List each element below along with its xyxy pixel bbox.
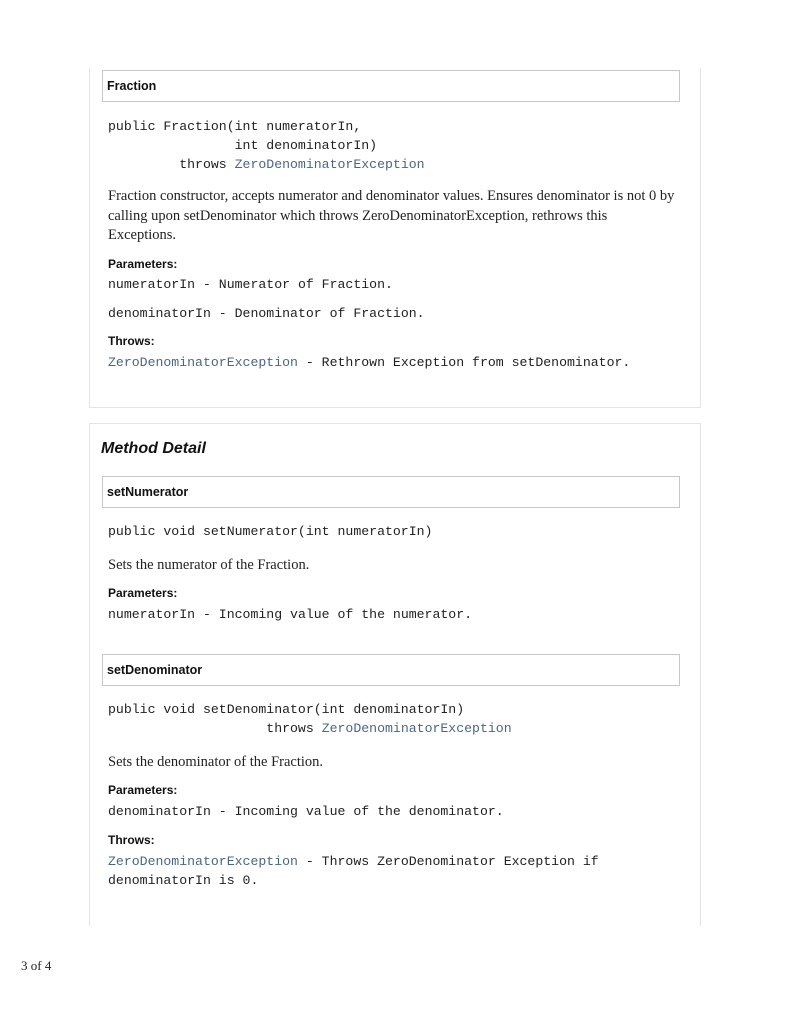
method-detail-title: Method Detail <box>101 440 206 457</box>
param-desc: - Numerator of Fraction. <box>195 277 393 292</box>
page-number: 3 of 4 <box>21 958 52 973</box>
param-name: denominatorIn <box>108 804 211 819</box>
param-name: numeratorIn <box>108 607 196 622</box>
param-numerator <box>108 275 393 294</box>
parameters-label: Parameters: <box>108 586 178 600</box>
set-numerator-param <box>108 605 472 624</box>
set-numerator-description: Sets the numerator of the Fraction. <box>108 557 310 573</box>
throws-desc: - Throws ZeroDenominator Exception if <box>297 854 599 869</box>
signature-line-2: int denominatorIn) <box>108 138 378 153</box>
constructor-signature <box>108 117 425 174</box>
param-denominator <box>108 304 425 323</box>
parameters-label: Parameters: <box>108 257 178 271</box>
throws-desc-continued: denominatorIn is 0. <box>108 873 259 888</box>
param-desc: - Denominator of Fraction. <box>210 306 425 321</box>
set-numerator-header: setNumerator <box>102 476 680 508</box>
throws-desc: - Rethrown Exception from setDenominator. <box>297 355 631 370</box>
set-denominator-throws <box>108 852 599 890</box>
signature-line-1: public void setDenominator(int denominatorIn) <box>108 702 465 717</box>
constructor-description: Fraction constructor, accepts numerator and denominator values. Ensures denominator is not 0 by calling upon setDenominator which throws ZeroDenominatorException, rethrows this Exceptions. <box>108 188 675 243</box>
constructor-header: Fraction <box>102 70 680 102</box>
set-denominator-header: setDenominator <box>102 654 680 686</box>
param-name: denominatorIn <box>108 306 211 321</box>
set-denominator-signature <box>108 700 512 738</box>
set-denominator-param <box>108 802 504 821</box>
zero-denominator-exception-link[interactable]: ZeroDenominatorException <box>108 854 298 869</box>
throws-label: Throws: <box>108 833 155 847</box>
param-desc: - Incoming value of the denominator. <box>210 804 504 819</box>
signature-line-1: public Fraction(int numeratorIn, <box>108 119 362 134</box>
zero-denominator-exception-link[interactable]: ZeroDenominatorException <box>321 721 512 736</box>
param-desc: - Incoming value of the numerator. <box>195 607 473 622</box>
zero-denominator-exception-link[interactable]: ZeroDenominatorException <box>108 355 298 370</box>
parameters-label: Parameters: <box>108 783 178 797</box>
set-denominator-description: Sets the denominator of the Fraction. <box>108 754 324 770</box>
method-detail-panel <box>89 423 701 926</box>
throws-keyword: throws <box>108 721 322 736</box>
throws-entry <box>108 353 630 372</box>
zero-denominator-exception-link[interactable]: ZeroDenominatorException <box>234 157 425 172</box>
set-numerator-signature: public void setNumerator(int numeratorIn) <box>108 524 433 539</box>
throws-label: Throws: <box>108 334 155 348</box>
throws-keyword: throws <box>108 157 235 172</box>
param-name: numeratorIn <box>108 277 196 292</box>
constructor-detail-panel <box>89 68 701 408</box>
